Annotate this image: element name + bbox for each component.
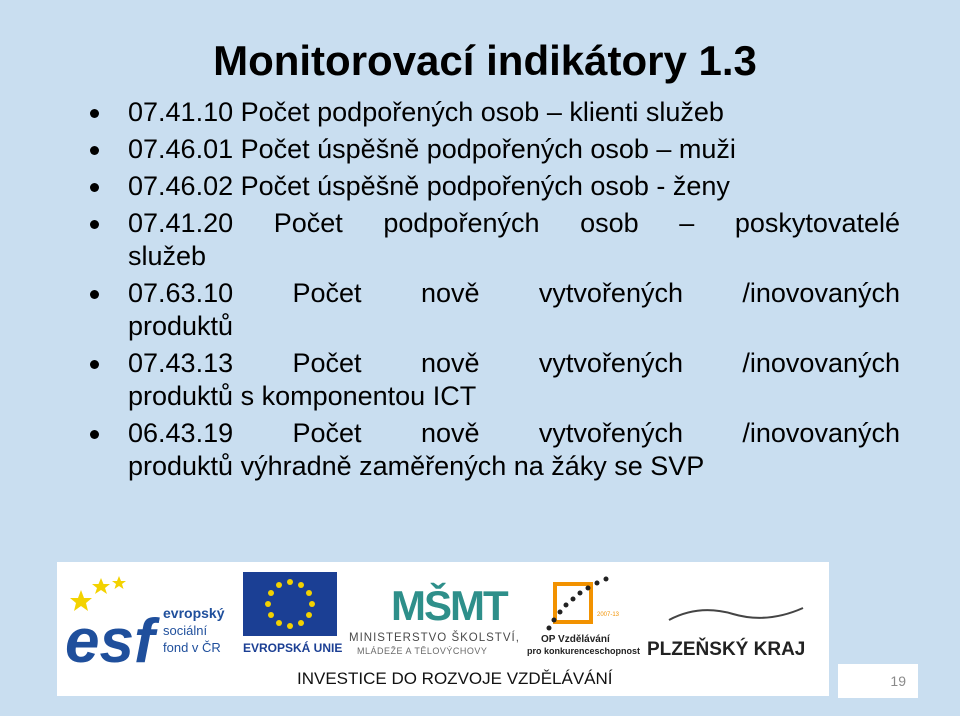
msmt-logo [349,581,520,656]
esf-line1: evropský [163,605,225,621]
indicator-text-continued: služeb [128,241,207,271]
list-item [82,96,900,129]
bullet-dot [90,290,99,299]
op-logo [527,577,640,657]
indicator-text: 06.43.19 Počet nově vytvořených /inovovaných [128,418,900,448]
region-arc-icon [669,608,803,620]
region-name: PLZEŇSKÝ KRAJ [647,639,806,660]
op-frame-icon [555,584,591,622]
indicator-text-continued: produktů s komponentou ICT [128,381,477,411]
op-years: 2007-13 [597,612,620,618]
bullet-dot [90,220,99,229]
bullet-dot [90,430,99,439]
slide-number-box [838,664,918,698]
eu-logo [243,572,342,655]
eu-star-icon [268,612,274,618]
msmt-line2: MLÁDEŽE A TĚLOVÝCHOVY [357,646,488,656]
eu-star-icon [287,579,293,585]
list-item [82,277,900,343]
indicator-text-continued: produktů výhradně zaměřených na žáky se SVP [128,451,705,481]
indicator-text: 07.46.01 Počet úspěšně podpořených osob – muži [128,134,736,164]
eu-star-icon [298,582,304,588]
list-item [82,170,900,203]
slogan: INVESTICE DO ROZVOJE VZDĚLÁVÁNÍ [297,669,613,688]
indicator-text: 07.63.10 Počet nově vytvořených /inovovaných [128,278,900,308]
esf-line2: sociální [163,623,208,638]
esf-star-icon [92,578,110,594]
slide-title: Monitorovací indikátory 1.3 [213,37,757,84]
region-logo [647,608,805,660]
logo-strip-graphics [57,562,829,696]
list-item [82,133,900,166]
eu-label: EVROPSKÁ UNIE [243,641,343,655]
msmt-line1: MINISTERSTVO ŠKOLSTVÍ, [349,632,520,644]
indicator-text-continued: produktů [128,311,234,341]
eu-star-icon [276,620,282,626]
list-item [82,347,900,413]
esf-logo [65,576,225,676]
bullet-dot [90,183,99,192]
eu-star-icon [298,620,304,626]
indicator-text: 07.43.13 Počet nově vytvořených /inovovaných [128,348,900,378]
bullet-dot [90,360,99,369]
bullet-dot [90,109,99,118]
esf-mark: esf [65,607,155,676]
eu-star-icon [287,623,293,629]
indicator-list [82,96,900,487]
bullet-dot [90,146,99,155]
logo-strip [57,562,829,696]
eu-star-icon [306,612,312,618]
op-line2: pro konkurenceschopnost [527,646,641,656]
indicator-text: 07.41.20 Počet podpořených osob – poskytovatelé [128,208,900,238]
msmt-mark: MŠMT [391,582,507,629]
eu-star-icon [276,582,282,588]
eu-star-icon [306,590,312,596]
slide-number: 19 [890,673,906,689]
list-item [82,417,900,483]
indicator-text: 07.46.02 Počet úspěšně podpořených osob - ženy [128,171,730,201]
op-line1: OP Vzdělávání [541,634,610,645]
esf-line3: fond v ČR [163,640,221,655]
eu-star-icon [265,601,271,607]
esf-star-icon [112,576,126,589]
indicator-text: 07.41.10 Počet podpořených osob – klienti služeb [128,97,724,127]
eu-star-icon [309,601,315,607]
list-item [82,207,900,273]
eu-star-icon [268,590,274,596]
